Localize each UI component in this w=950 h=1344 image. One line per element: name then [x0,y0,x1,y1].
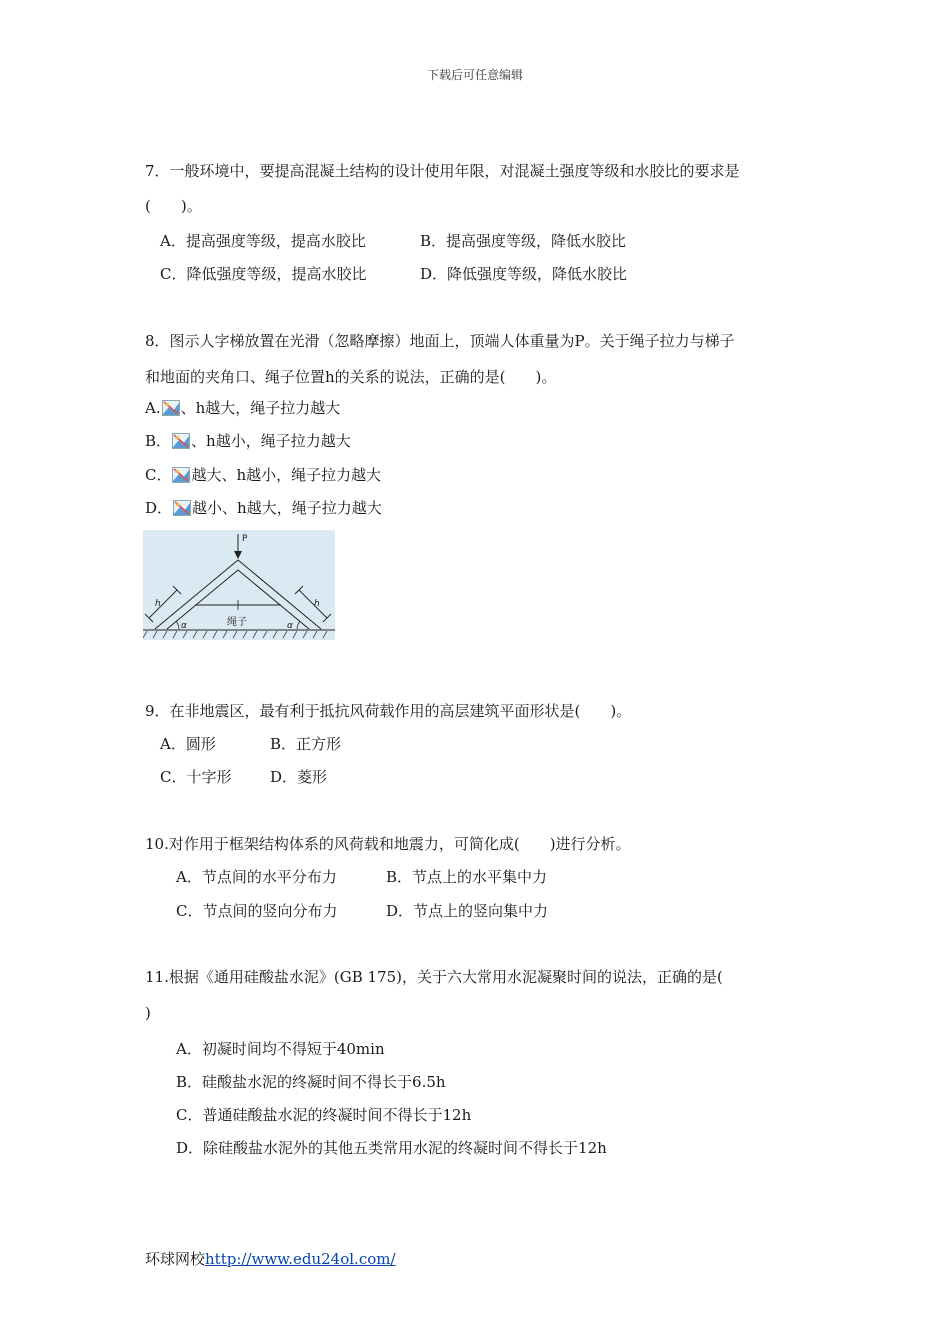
q11-stem-line2: ) [145,1004,151,1022]
q8-option-b [145,431,351,451]
q7-stem-line2: ( )。 [145,197,202,215]
footer-label: 环球网校 [145,1250,206,1268]
load-label: P [242,534,248,544]
broken-image-icon [162,400,180,416]
q7-option-d: D．降低强度等级，降低水胶比 [420,265,628,283]
q10-option-d: D．节点上的竖向集中力 [386,902,549,920]
q9-option-c: C．十字形 [160,768,232,786]
q9-option-b: B．正方形 [270,735,342,753]
q7-option-c: C．降低强度等级，提高水胶比 [160,265,367,283]
broken-image-icon [172,467,190,483]
ladder-figure [143,530,335,640]
q8-option-a [145,398,340,418]
q11-stem-line1: 11.根据《通用硅酸盐水泥》(GB 175)，关于六大常用水泥凝聚时间的说法，正确的是( [145,968,723,986]
q8-option-c-prefix: C． [145,466,172,484]
q8-option-c-text: 越大、h越小，绳子拉力越大 [191,466,382,484]
q7-option-a: A．提高强度等级，提高水胶比 [160,232,366,250]
q7-stem-line1: 7．一般环境中，要提高混凝土结构的设计使用年限，对混凝土强度等级和水胶比的要求是 [145,162,740,180]
q8-option-d-prefix: D． [145,499,173,517]
rope-label: 绳子 [227,617,247,628]
q10-option-a: A．节点间的水平分布力 [176,868,337,886]
q9-stem: 9．在非地震区，最有利于抵抗风荷载作用的高层建筑平面形状是( )。 [145,702,632,720]
page-header: 下载后可任意编辑 [426,68,523,82]
h-label-left: h [155,599,161,609]
q8-stem-line2: 和地面的夹角口、绳子位置h的关系的说法，正确的是( )。 [145,368,557,386]
q8-option-b-prefix: B． [145,432,172,450]
h-label-right: h [314,599,320,609]
q10-option-c: C．节点间的竖向分布力 [176,902,338,920]
q8-option-d-text: 越小、h越大，绳子拉力越大 [192,499,382,517]
page-footer [145,1248,396,1269]
q10-option-b: B．节点上的水平集中力 [386,868,548,886]
q11-option-b: B．硅酸盐水泥的终凝时间不得长于6.5h [176,1073,446,1091]
q8-option-a-text: 、h越大，绳子拉力越大 [180,399,341,417]
broken-image-icon [173,500,191,516]
q11-option-a: A．初凝时间均不得短于40min [176,1040,385,1058]
alpha-label-right: α [287,621,293,631]
q7-option-b: B．提高强度等级，降低水胶比 [420,232,627,250]
q8-option-c [145,465,381,485]
q8-option-a-prefix: A. [145,399,161,417]
q10-stem: 10.对作用于框架结构体系的风荷载和地震力，可简化成( )进行分析。 [145,835,631,853]
q11-option-d: D．除硅酸盐水泥外的其他五类常用水泥的终凝时间不得长于12h [176,1139,607,1157]
q8-option-b-text: 、h越小，绳子拉力越大 [191,432,351,450]
q9-option-a: A．圆形 [160,735,216,753]
alpha-label-left: α [181,621,187,631]
q8-option-d [145,498,382,518]
footer-link[interactable]: http://www.edu24ol.com/ [205,1250,396,1268]
q11-option-c: C．普通硅酸盐水泥的终凝时间不得长于12h [176,1106,472,1124]
q8-stem-line1: 8．图示人字梯放置在光滑（忽略摩擦）地面上，顶端人体重量为P。关于绳子拉力与梯子 [145,332,735,350]
q9-option-d: D．菱形 [270,768,328,786]
broken-image-icon [172,433,190,449]
